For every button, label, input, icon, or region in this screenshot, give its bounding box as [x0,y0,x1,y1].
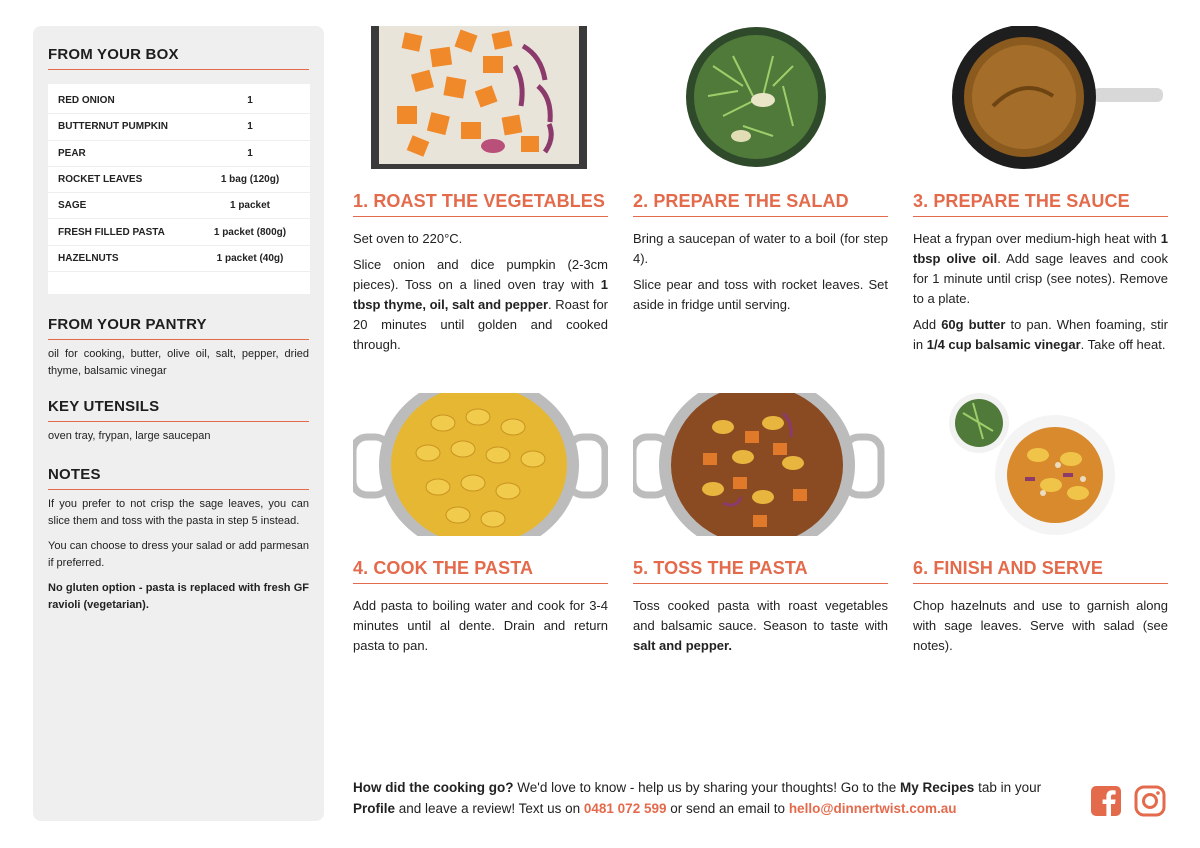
facebook-icon[interactable] [1090,785,1122,817]
step-title: 4. COOK THE PASTA [353,558,608,584]
my-recipes-link[interactable]: My Recipes [900,780,975,795]
ingredient-name: FRESH FILLED PASTA [58,226,165,238]
ingredient-name: ROCKET LEAVES [58,174,143,186]
phone-link[interactable]: 0481 072 599 [583,801,667,816]
pantry-text: oil for cooking, butter, olive oil, salt, pepper, dried thyme, balsamic vinegar [48,348,309,377]
feedback-footer: How did the cooking go? We'd love to know - help us by sharing your thoughts! Go to the My Recipes tab in your Profile and leave a review! Text us on 0481 072 599 or send an email to hello@dinnertwist.com.au [353,780,1042,816]
ingredient-qty: 1 packet [229,200,271,212]
step-text: Chop hazelnuts and use to garnish along with sage leaves. Serve with salad (see notes). [913,598,1168,653]
notes-title: NOTES [48,466,309,490]
step-text: Set oven to 220°C. [353,231,463,246]
ingredient-name: HAZELNUTS [58,252,119,264]
ingredient-name: BUTTERNUT PUMPKIN [58,121,168,133]
step-2 [633,26,888,315]
gluten-note-text: No gluten option - pasta is replaced with fresh GF ravioli (vegetarian). [48,582,309,611]
note-text: If you prefer to not crisp the sage leaves, you can slice them and toss with the pasta in step 5 instead. [48,498,309,527]
step-title: 6. FINISH AND SERVE [913,558,1168,584]
step-instructions [353,596,608,656]
ingredient-qty: 1 [247,95,253,107]
key-utensils-title: KEY UTENSILS [48,398,309,422]
step-text: Add 60g butter to pan. When foaming, stir in 1/4 cup balsamic vinegar. Take off heat. [913,317,1168,352]
step-instructions [633,596,888,656]
ingredients-sidebar [33,26,324,821]
from-your-box-title: FROM YOUR BOX [48,46,309,70]
step-instructions [353,229,608,355]
table-row [48,246,310,272]
step-6 [913,393,1168,656]
sauce-photo [913,26,1168,169]
step-title: 1. ROAST THE VEGETABLES [353,191,608,217]
step-1 [353,26,608,355]
step-title: 2. PREPARE THE SALAD [633,191,888,217]
instagram-icon[interactable] [1134,785,1166,817]
step-text: Slice onion and dice pumpkin (2-3cm pieces). Toss on a lined oven tray with 1 tbsp thyme, oil, salt and pepper. Roast for 20 minutes until golden and cooked through. [353,257,609,352]
ingredient-qty: 1 bag (120g) [220,174,280,186]
step-instructions [913,229,1168,355]
table-row [48,114,310,140]
note-text: You can choose to dress your salad or add parmesan if preferred. [48,540,309,569]
box-ingredients-table [48,84,310,294]
table-row [48,88,310,114]
finished-dish-photo [913,393,1168,536]
ingredient-qty: 1 packet (800g) [213,226,287,238]
utensils-text: oven tray, frypan, large saucepan [48,430,211,442]
step-4 [353,393,608,656]
step-text: Add pasta to boiling water and cook for 3-4 minutes until al dente. Drain and return pasta to pan. [353,598,608,653]
salad-photo [633,26,888,169]
step-instructions [913,596,1168,656]
profile-link[interactable]: Profile [353,801,396,816]
step-title: 3. PREPARE THE SAUCE [913,191,1168,217]
table-row [48,167,310,193]
ingredient-qty: 1 packet (40g) [216,252,284,264]
ingredient-qty: 1 [247,147,253,159]
table-row [48,219,310,245]
table-row [48,141,310,167]
ingredient-qty: 1 [247,121,253,133]
ingredient-name: SAGE [58,200,87,212]
ingredient-name: RED ONION [58,95,115,107]
step-text: Heat a frypan over medium-high heat with 1 tbsp olive oil. Add sage leaves and cook for 1 minute until crisp (see notes). Remove to a plate. [913,231,1168,306]
step-text: Toss cooked pasta with roast vegetables and balsamic sauce. Season to taste with salt and pepper. [633,598,888,653]
step-title: 5. TOSS THE PASTA [633,558,888,584]
email-link[interactable]: hello@dinnertwist.com.au [788,801,957,816]
step-instructions [633,229,888,315]
feedback-question: How did the cooking go? [353,780,514,795]
step-text: Slice pear and toss with rocket leaves. Set aside in fridge until serving. [633,277,888,312]
table-row [48,193,310,219]
pasta-pot-photo [353,393,608,536]
roast-vegetables-photo [353,26,608,169]
tossed-pasta-photo [633,393,888,536]
step-text: Bring a saucepan of water to a boil (for step 4). [633,231,888,266]
step-5 [633,393,888,656]
from-your-pantry-title: FROM YOUR PANTRY [48,316,309,340]
ingredient-name: PEAR [58,147,86,159]
step-3 [913,26,1168,355]
